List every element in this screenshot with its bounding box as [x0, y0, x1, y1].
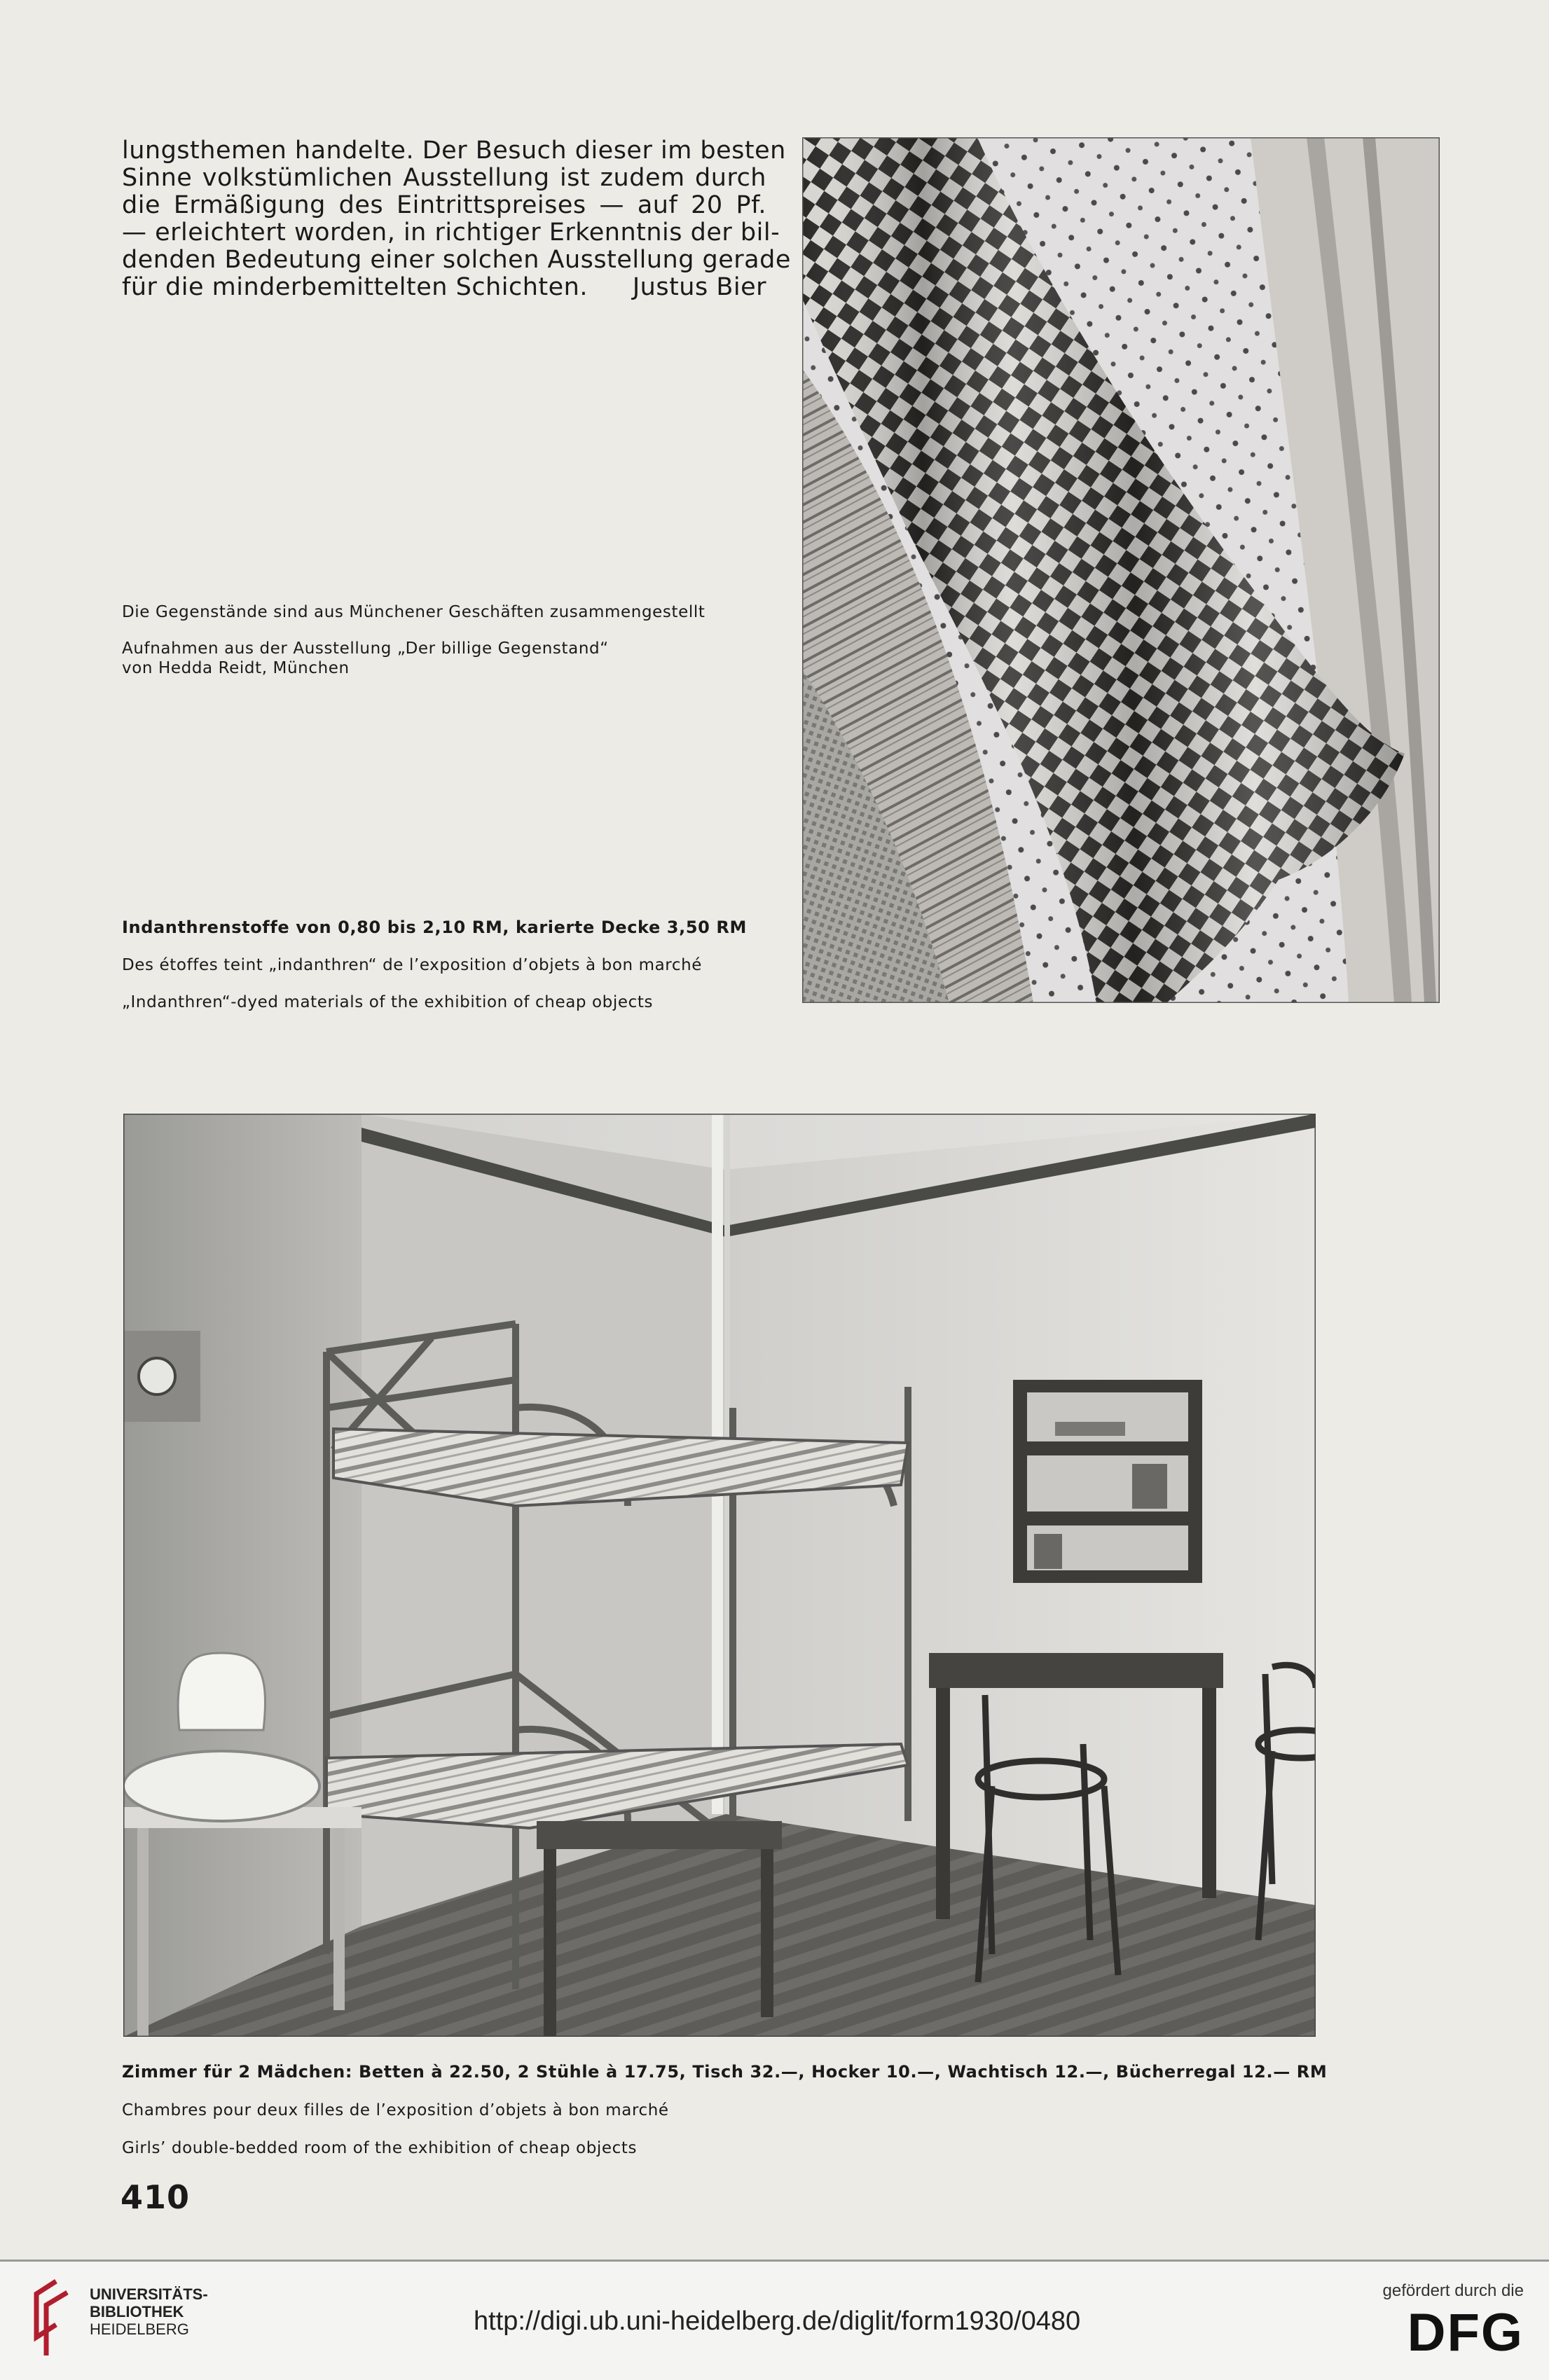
room-caption-french: Chambres pour deux filles de l’exposition d’objets à bon marché — [122, 2101, 669, 2119]
intro-paragraph — [122, 137, 791, 301]
fabric-caption-german: Indanthrenstoffe von 0,80 bis 2,10 RM, karierte Decke 3,50 RM — [122, 918, 747, 937]
intro-line: denden Bedeutung einer solchen Ausstellung gerade — [122, 246, 791, 274]
fabric-photo — [802, 137, 1440, 1003]
photo-credit — [122, 639, 609, 678]
intro-line: lungsthemen handelte. Der Besuch dieser im besten — [122, 137, 786, 165]
intro-line: die Ermäßigung des Eintrittspreises — auf 20 Pf. — [122, 191, 766, 219]
library-name-line: BIBLIOTHEK — [90, 2303, 184, 2320]
intro-line: für die minderbemittelten Schichten. — [122, 273, 588, 301]
digitization-footer — [0, 2262, 1549, 2380]
room-caption-german: Zimmer für 2 Mädchen: Betten à 22.50, 2 Stühle à 17.75, Tisch 32.—, Hocker 10.—, Wachtisch 12.—, Bücherregal 12.— RM — [122, 2062, 1328, 2082]
author-signature: Justus Bier — [632, 273, 766, 301]
photo-credit-line: von Hedda Reidt, München — [122, 659, 350, 677]
exhibit-note: Die Gegenstände sind aus Münchener Geschäften zusammengestellt — [122, 603, 705, 621]
funding-label: gefördert durch die — [1382, 2281, 1524, 2300]
library-name — [90, 2285, 208, 2338]
photo-credit-line: Aufnahmen aus der Ausstellung „Der billige Gegenstand“ — [122, 639, 609, 658]
fabric-caption-french: Des étoffes teint „indanthren“ de l’exposition d’objets à bon marché — [122, 956, 703, 974]
library-logo-icon — [31, 2277, 76, 2361]
room-caption-english: Girls’ double-bedded room of the exhibition of cheap objects — [122, 2139, 638, 2157]
intro-line: Sinne volkstümlichen Ausstellung ist zudem durch — [122, 164, 766, 192]
dfg-logo: DFG — [1407, 2303, 1524, 2362]
intro-line: — erleichtert worden, in richtiger Erkenntnis der bil- — [122, 219, 780, 247]
page-number: 410 — [121, 2178, 191, 2216]
intro-last-line — [122, 274, 766, 301]
library-name-line: UNIVERSITÄTS- — [90, 2285, 208, 2303]
room-photo — [123, 1114, 1316, 2037]
library-name-line: HEIDELBERG — [90, 2320, 189, 2338]
permalink-url[interactable]: http://digi.ub.uni-heidelberg.de/diglit/form1930/0480 — [474, 2306, 1081, 2336]
fabric-caption-english: „Indanthren“-dyed materials of the exhibition of cheap objects — [122, 993, 654, 1011]
